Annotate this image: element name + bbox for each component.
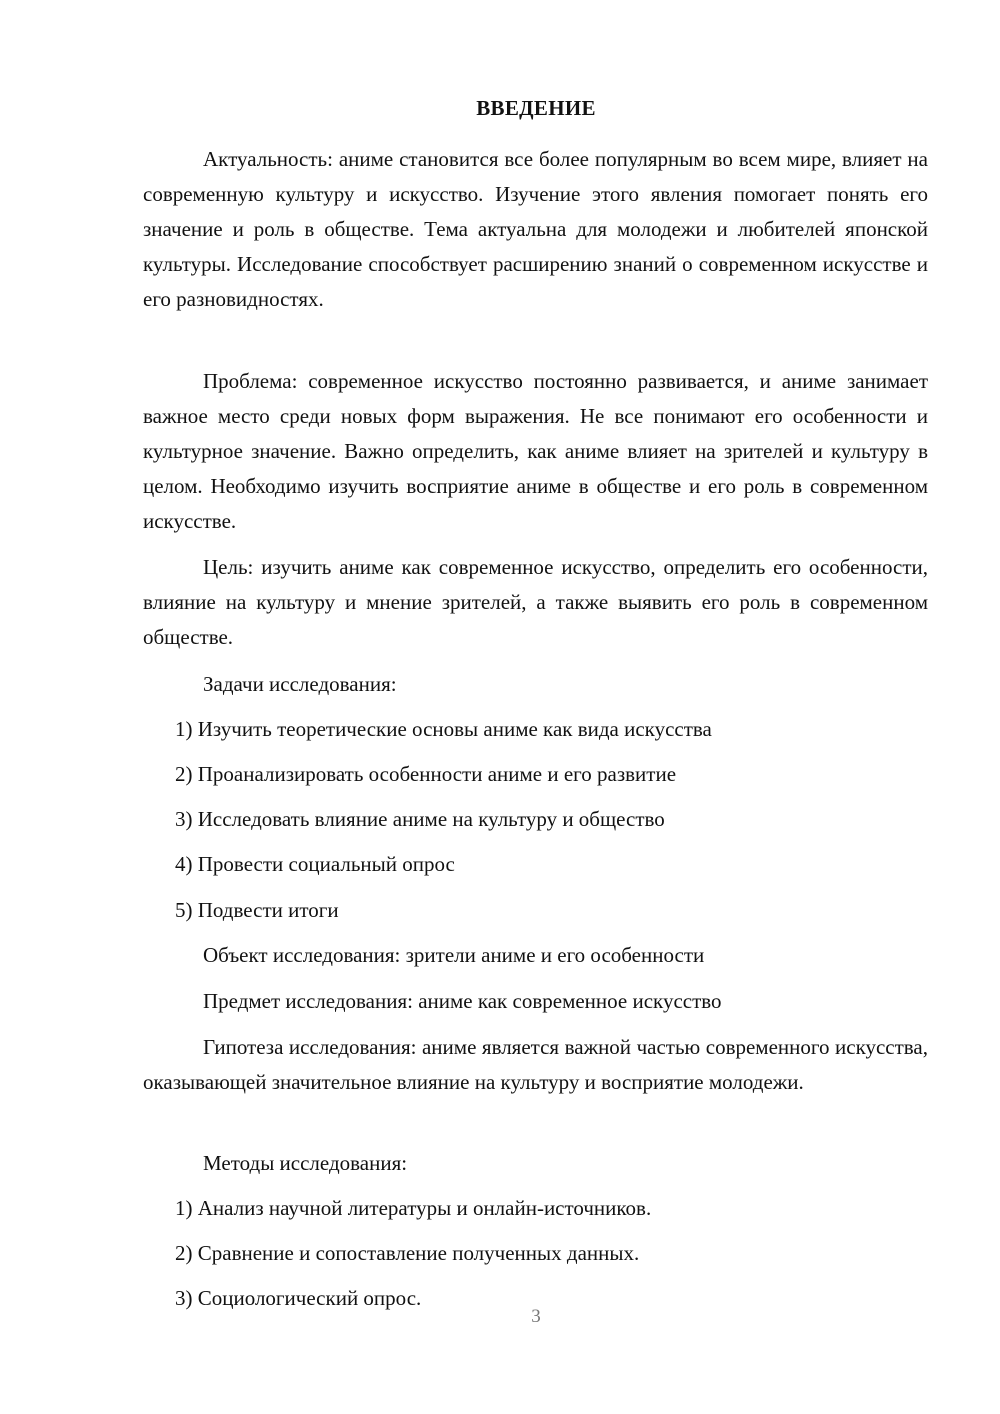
- method-item: 2) Сравнение и сопоставление полученных данных.: [175, 1241, 640, 1265]
- section-title: ВВЕДЕНИЕ: [476, 96, 596, 120]
- task-item: 1) Изучить теоретические основы аниме как вида искусства: [175, 717, 712, 741]
- methods-heading: Методы исследования:: [203, 1151, 408, 1175]
- task-item: 2) Проанализировать особенности аниме и его развитие: [175, 762, 677, 786]
- subject-line: Предмет исследования: аниме как современное искусство: [203, 989, 722, 1013]
- page-number: 3: [531, 1306, 541, 1327]
- object-line: Объект исследования: зрители аниме и его особенности: [203, 943, 705, 967]
- relevance-paragraph: Актуальность: аниме становится все более популярным во всем мире, влияет на современную культуру и искусство. Изучение этого явления помогает понять его значение и роль в обществе. Тема актуальна для молодежи и любителей японской культуры. Исследование способствует расширению знаний о современном искусстве и его разновидностях.: [143, 147, 928, 311]
- task-item: 4) Провести социальный опрос: [175, 852, 455, 876]
- method-item: 1) Анализ научной литературы и онлайн-источников.: [175, 1196, 652, 1220]
- hypothesis-paragraph: Гипотеза исследования: аниме является важной частью современного искусства, оказывающей значительное влияние на культуру и восприятие молодежи.: [143, 1035, 928, 1094]
- task-item: 3) Исследовать влияние аниме на культуру и общество: [175, 807, 665, 831]
- method-item: 3) Социологический опрос.: [175, 1286, 422, 1310]
- tasks-heading: Задачи исследования:: [203, 672, 397, 696]
- goal-paragraph: Цель: изучить аниме как современное искусство, определить его особенности, влияние на культуру и мнение зрителей, а также выявить его роль в современном обществе.: [143, 555, 928, 649]
- problem-paragraph: Проблема: современное искусство постоянно развивается, и аниме занимает важное место среди новых форм выражения. Не все понимают его особенности и культурное значение. Важно определить, как аниме влияет на зрителей и культуру в целом. Необходимо изучить восприятие аниме в обществе и его роль в современном искусстве.: [143, 369, 928, 533]
- task-item: 5) Подвести итоги: [175, 898, 339, 922]
